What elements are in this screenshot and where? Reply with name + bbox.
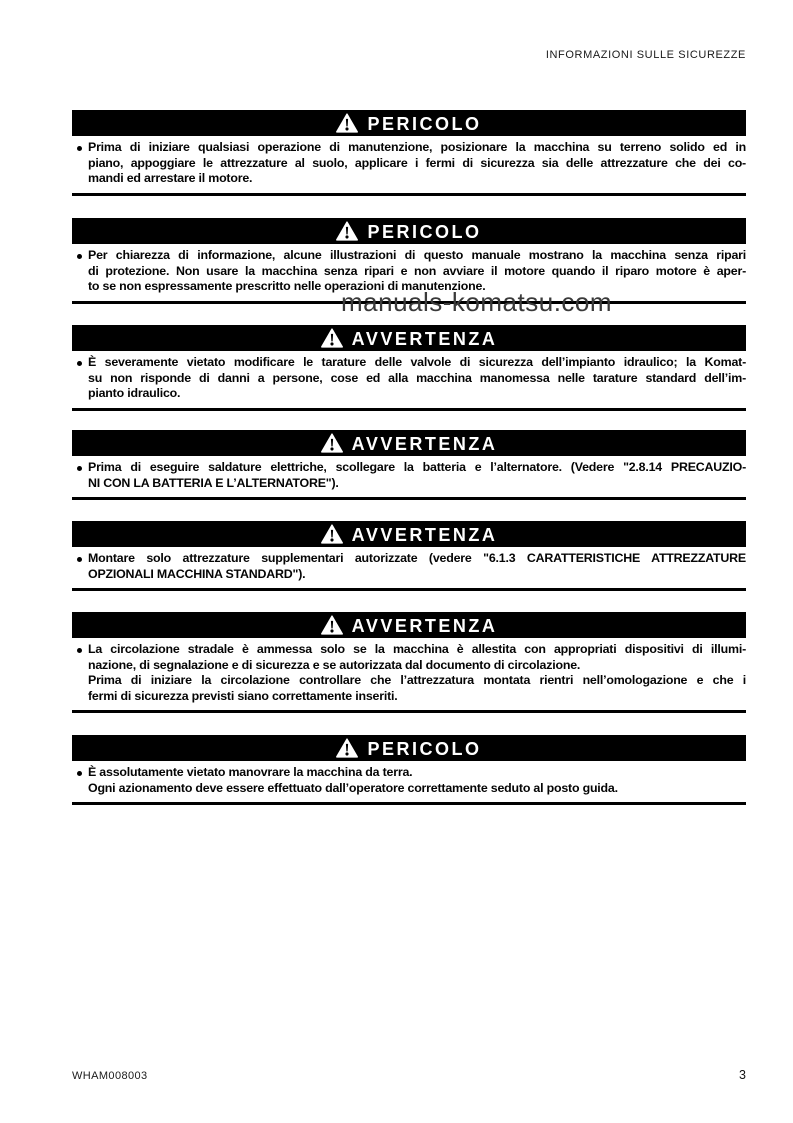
text-line: NI CON LA BATTERIA E L’ALTERNATORE"). bbox=[88, 475, 339, 490]
text-line: La circolazione stradale è ammessa solo se la macchina è allestita con appropriati dispositivi di illumi- bbox=[88, 642, 746, 656]
section-divider bbox=[72, 408, 746, 411]
document-code: WHAM008003 bbox=[72, 1070, 148, 1082]
text-line: Ogni azionamento deve essere effettuato dall’operatore correttamente seduto al posto guida. bbox=[88, 780, 618, 795]
warning-text-lines bbox=[88, 460, 746, 491]
section-divider bbox=[72, 710, 746, 713]
warning-triangle-icon bbox=[336, 221, 358, 241]
text-line: OPZIONALI MACCHINA STANDARD"). bbox=[88, 566, 306, 581]
section-divider bbox=[72, 193, 746, 196]
bullet-dot bbox=[77, 361, 82, 366]
warning-sections bbox=[72, 0, 746, 1123]
section-divider bbox=[72, 588, 746, 591]
text-line: Prima di iniziare qualsiasi operazione di manutenzione, posizionare la macchina su terreno solido ed in bbox=[88, 140, 746, 154]
warning-banner-title: PERICOLO bbox=[367, 221, 482, 242]
warning-banner bbox=[72, 110, 746, 136]
warning-section bbox=[72, 612, 746, 713]
warning-banner-title: PERICOLO bbox=[367, 738, 482, 759]
text-line: Prima di eseguire saldature elettriche, scollegare la batteria e l’alternatore. (Vedere "2.8.14 PRECAUZIO- bbox=[88, 460, 746, 474]
warning-triangle-icon bbox=[321, 524, 343, 544]
warning-triangle-icon bbox=[336, 113, 358, 133]
warning-section bbox=[72, 521, 746, 591]
text-line: nazione, di segnalazione e di sicurezza e se autorizzata dal documento di circolazione. bbox=[88, 657, 581, 672]
warning-banner-title: AVVERTENZA bbox=[351, 524, 498, 545]
warning-banner bbox=[72, 325, 746, 351]
warning-text-lines bbox=[88, 355, 746, 402]
text-line: Prima di iniziare la circolazione controllare che l’attrezzatura montata rientri nell’omologazione e che i bbox=[88, 673, 746, 688]
warning-banner-title: PERICOLO bbox=[367, 113, 482, 134]
warning-text-block bbox=[72, 355, 746, 402]
text-line: Per chiarezza di informazione, alcune illustrazioni di questo manuale mostrano la macchina senza ripari bbox=[88, 248, 746, 262]
warning-text-lines bbox=[88, 551, 746, 582]
warning-banner bbox=[72, 218, 746, 244]
warning-banner bbox=[72, 430, 746, 456]
bullet-dot bbox=[77, 146, 82, 151]
warning-banner-title: AVVERTENZA bbox=[351, 328, 498, 349]
warning-triangle-icon bbox=[336, 738, 358, 758]
warning-section bbox=[72, 430, 746, 500]
text-line: pianto idraulico. bbox=[88, 386, 181, 401]
warning-text-block bbox=[72, 460, 746, 491]
warning-banner-title: AVVERTENZA bbox=[351, 615, 498, 636]
text-line: È assolutamente vietato manovrare la macchina da terra. bbox=[88, 765, 413, 779]
warning-triangle-icon bbox=[321, 433, 343, 453]
warning-text-lines bbox=[88, 765, 746, 796]
text-line: fermi di sicurezza previsti siano correttamente inseriti. bbox=[88, 688, 398, 703]
warning-section bbox=[72, 735, 746, 805]
page-number: 3 bbox=[739, 1068, 746, 1082]
section-divider bbox=[72, 802, 746, 805]
warning-banner bbox=[72, 521, 746, 547]
warning-text-block bbox=[72, 765, 746, 796]
bullet-dot bbox=[77, 771, 82, 776]
text-line: to se non espressamente prescritto nelle operazioni di manutenzione. bbox=[88, 279, 486, 294]
warning-text-block bbox=[72, 140, 746, 187]
page-footer bbox=[72, 1068, 746, 1082]
warning-text-lines bbox=[88, 140, 746, 187]
section-divider bbox=[72, 497, 746, 500]
warning-section bbox=[72, 110, 746, 196]
bullet-dot bbox=[77, 254, 82, 259]
text-line: piano, appoggiare le attrezzature al suolo, applicare i fermi di sicurezza sia delle attrezzature che dei co- bbox=[88, 155, 746, 170]
text-line: Montare solo attrezzature supplementari autorizzate (vedere "6.1.3 CARATTERISTICHE ATTREZZATURE bbox=[88, 551, 746, 565]
bullet-dot bbox=[77, 466, 82, 471]
warning-banner bbox=[72, 735, 746, 761]
text-line: È severamente vietato modificare le tarature delle valvole di sicurezza dell’impianto idraulico; la Komat- bbox=[88, 355, 746, 369]
bullet-dot bbox=[77, 648, 82, 653]
warning-banner bbox=[72, 612, 746, 638]
warning-banner-title: AVVERTENZA bbox=[351, 433, 498, 454]
text-line: mandi ed arrestare il motore. bbox=[88, 171, 253, 186]
warning-text-lines bbox=[88, 642, 746, 704]
warning-triangle-icon bbox=[321, 328, 343, 348]
watermark-text: manuals-komatsu.com bbox=[341, 287, 613, 317]
warning-triangle-icon bbox=[321, 615, 343, 635]
text-line: su non risponde di danni a persone, cose ed alla macchina manomessa nelle tarature standard dell’im- bbox=[88, 370, 746, 385]
text-line: di protezione. Non usare la macchina senza ripari e non avviare il motore quando il riparo motore è aper- bbox=[88, 263, 746, 278]
header-title: INFORMAZIONI SULLE SICUREZZE bbox=[545, 49, 746, 61]
warning-section bbox=[72, 325, 746, 411]
warning-text-block bbox=[72, 642, 746, 704]
warning-text-block bbox=[72, 551, 746, 582]
bullet-dot bbox=[77, 557, 82, 562]
